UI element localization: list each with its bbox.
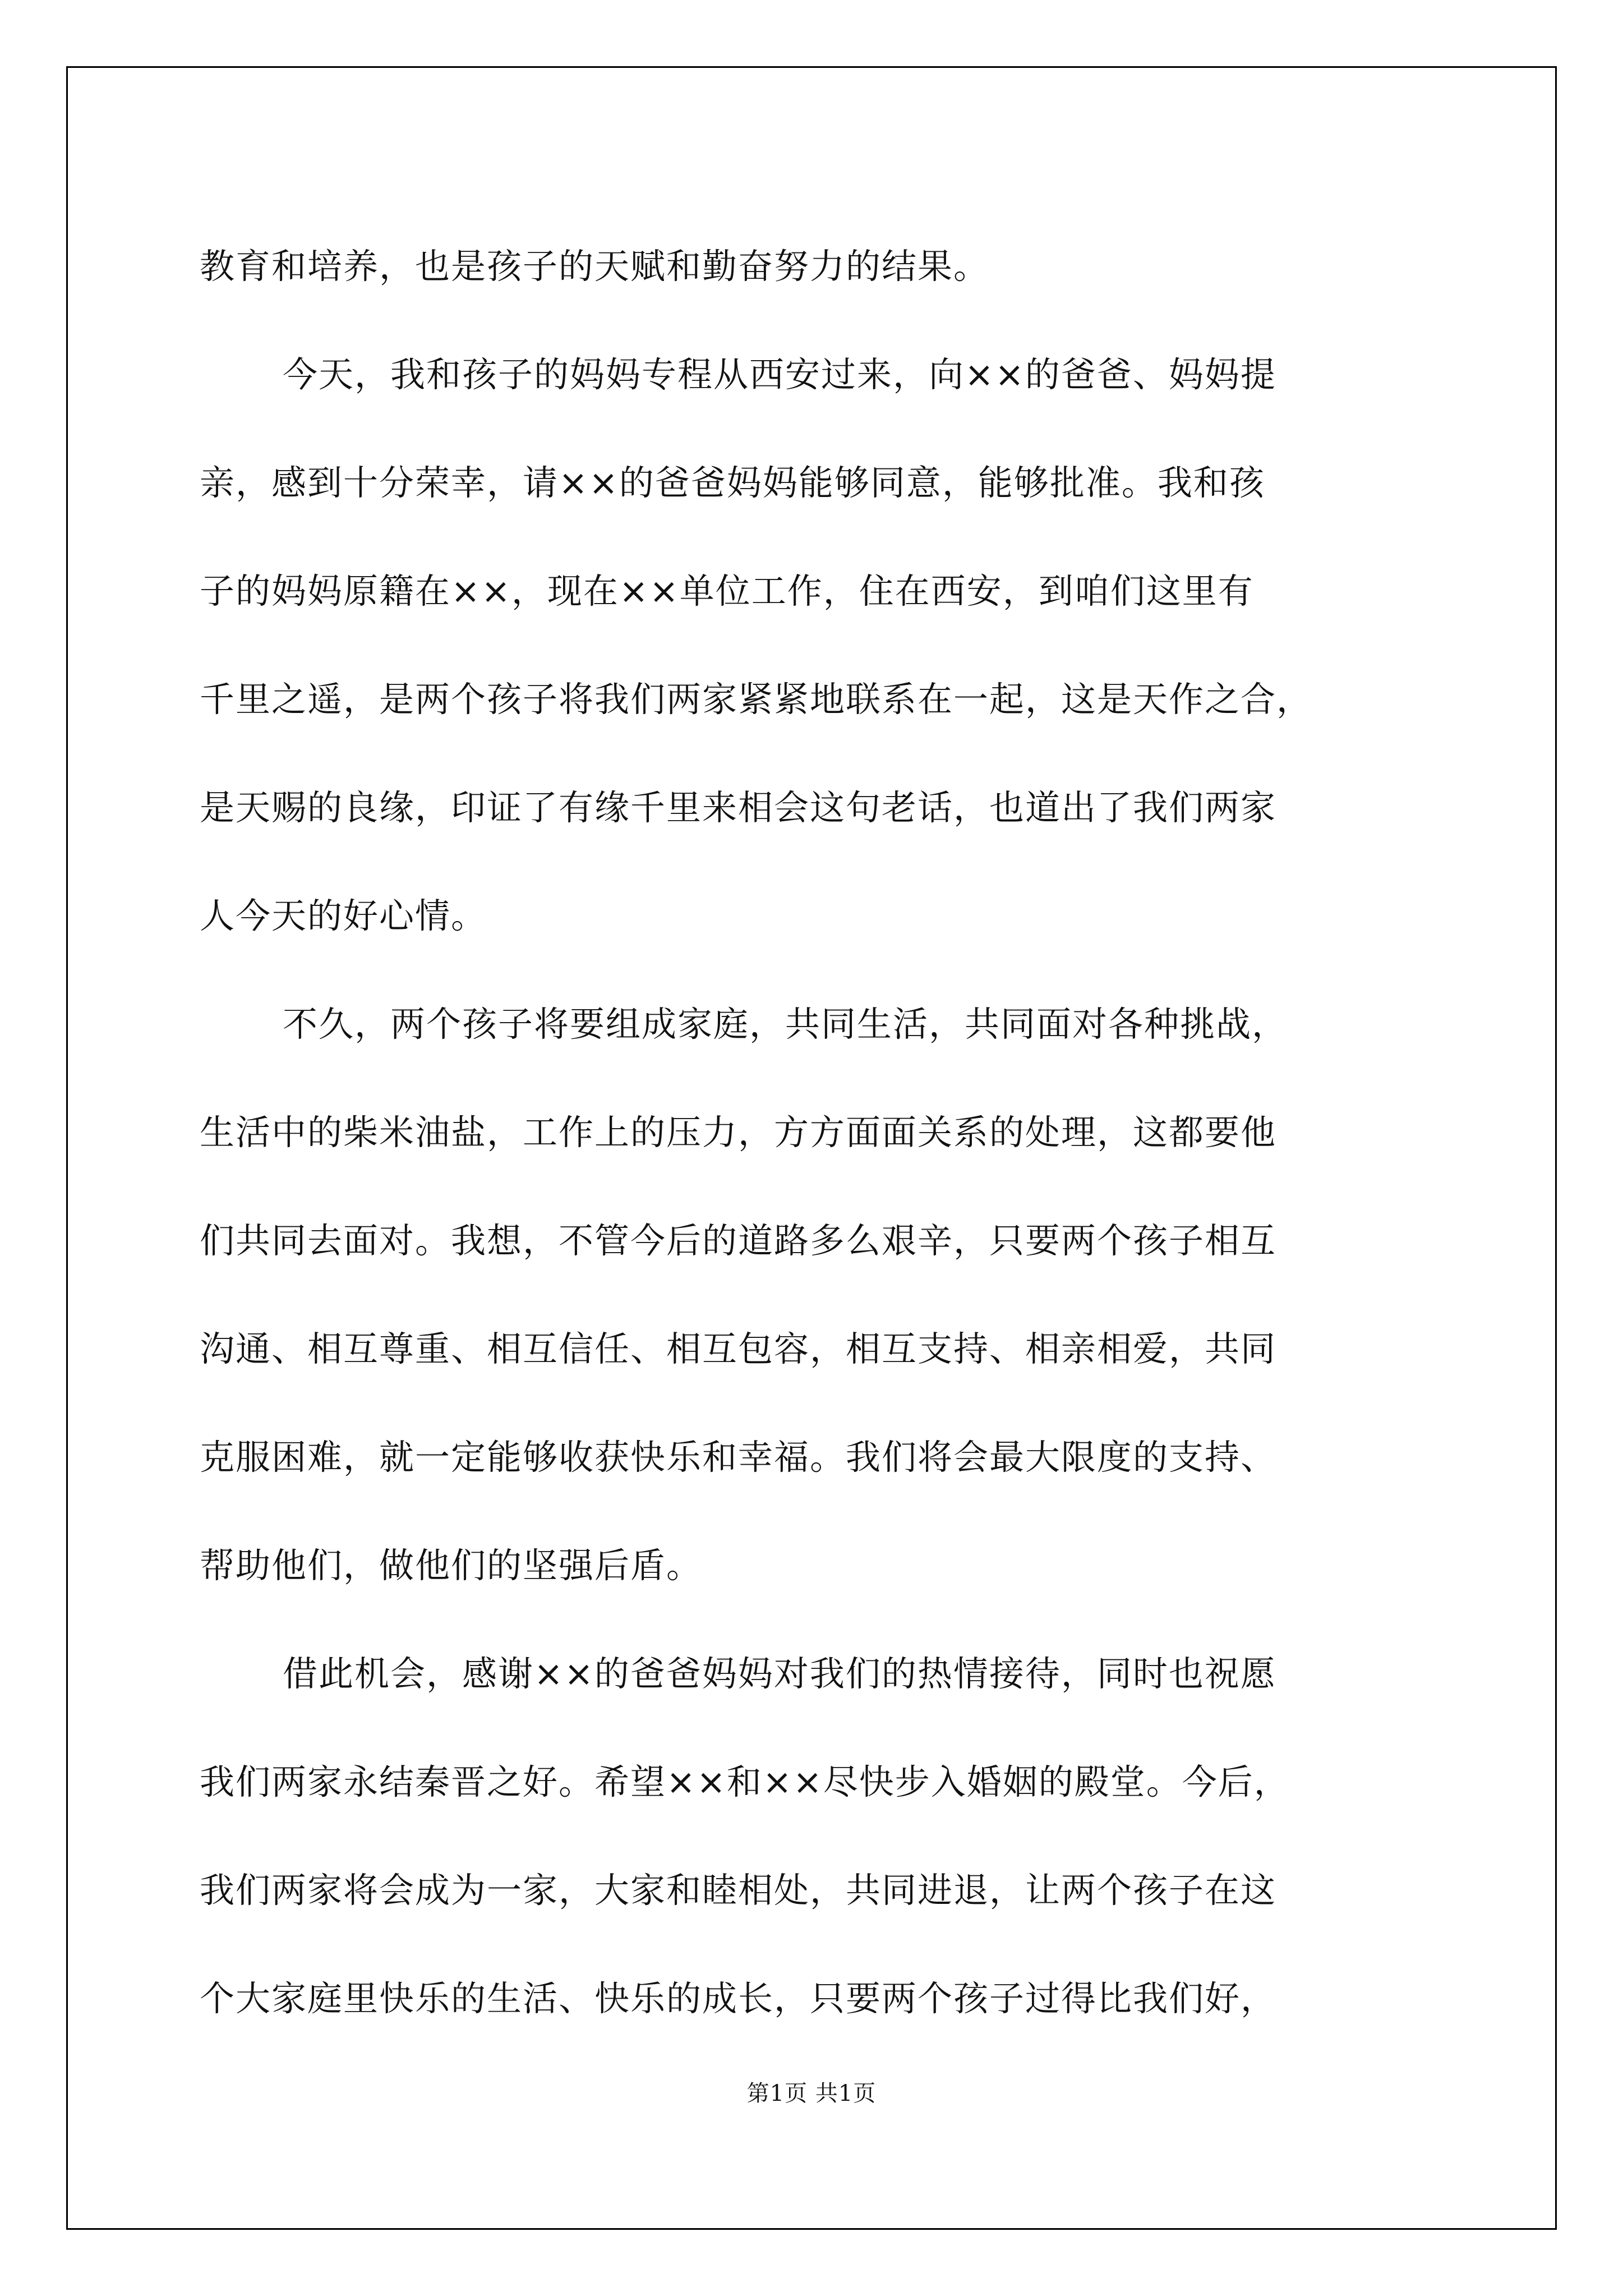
text-line: 我们两家永结秦晋之好。希望××和××尽快步入婚姻的殿堂。今后， bbox=[200, 1761, 1290, 1802]
text-line: 千里之遥，是两个孩子将我们两家紧紧地联系在一起，这是天作之合， bbox=[200, 679, 1313, 720]
text-line: 教育和培养，也是孩子的天赋和勤奋努力的结果。 bbox=[200, 246, 990, 287]
text-line: 不久，两个孩子将要组成家庭，共同生活，共同面对各种挑战， bbox=[283, 1004, 1288, 1045]
text-line: 帮助他们，做他们的坚强后盾。 bbox=[200, 1545, 703, 1586]
page-number-footer: 第1页 共1页 bbox=[746, 2081, 877, 2106]
text-line: 人今天的好心情。 bbox=[200, 895, 487, 936]
text-line: 克服困难，就一定能够收获快乐和幸福。我们将会最大限度的支持、 bbox=[200, 1437, 1277, 1478]
text-line: 个大家庭里快乐的生活、快乐的成长，只要两个孩子过得比我们好， bbox=[200, 1978, 1277, 2019]
document-body bbox=[200, 212, 1461, 2053]
text-line: 今天，我和孩子的妈妈专程从西安过来，向××的爸爸、妈妈提 bbox=[283, 354, 1276, 395]
text-line: 借此机会，感谢××的爸爸妈妈对我们的热情接待，同时也祝愿 bbox=[283, 1653, 1276, 1694]
text-line: 生活中的柴米油盐，工作上的压力，方方面面关系的处理，这都要他 bbox=[200, 1112, 1277, 1153]
text-line: 子的妈妈原籍在××，现在××单位工作，住在西安，到咱们这里有 bbox=[200, 570, 1254, 611]
text-line: 是天赐的良缘，印证了有缘千里来相会这句老话，也道出了我们两家 bbox=[200, 787, 1277, 828]
text-line: 们共同去面对。我想，不管今后的道路多么艰辛，只要两个孩子相互 bbox=[200, 1220, 1277, 1261]
text-line: 我们两家将会成为一家，大家和睦相处，共同进退，让两个孩子在这 bbox=[200, 1870, 1277, 1911]
text-line: 亲，感到十分荣幸，请××的爸爸妈妈能够同意，能够批准。我和孩 bbox=[200, 462, 1265, 503]
text-line: 沟通、相互尊重、相互信任、相互包容，相互支持、相亲相爱，共同 bbox=[200, 1328, 1277, 1369]
